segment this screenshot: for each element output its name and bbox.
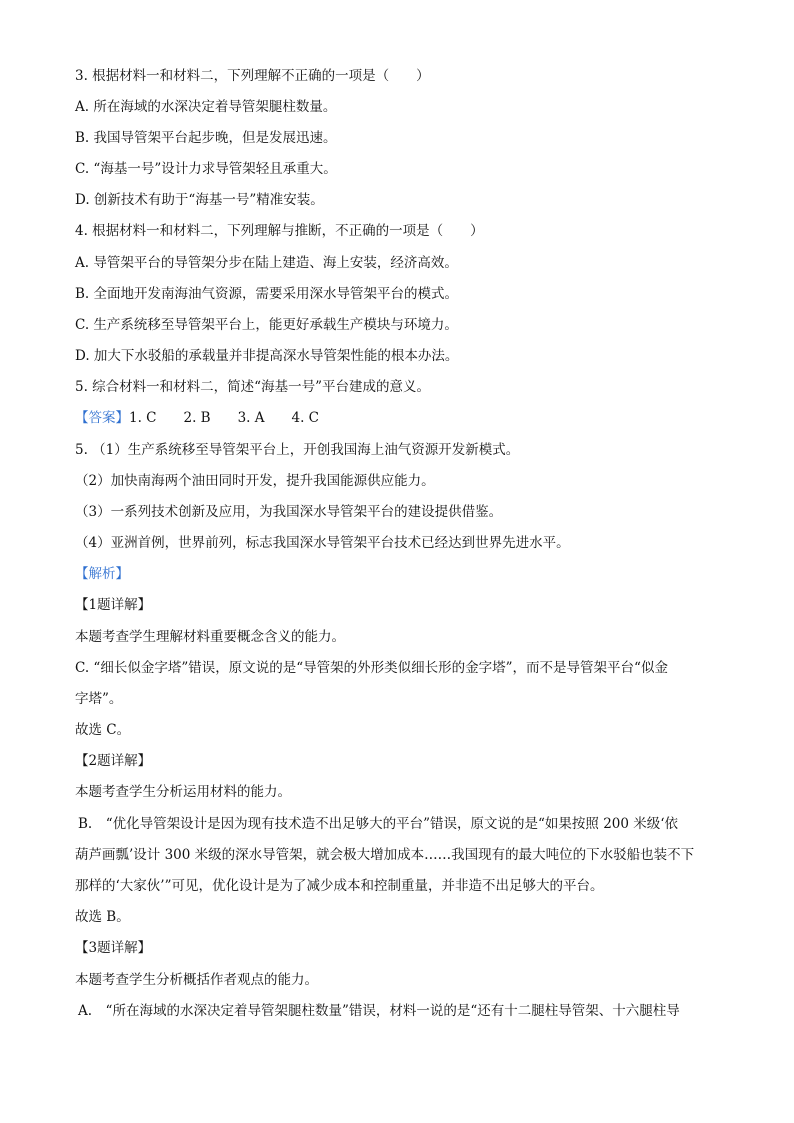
analysis-line: 本题考查学生分析运用材料的能力。 [75, 784, 291, 800]
analysis-line: C. “细长似金字塔”错误，原文说的是“导管架的外形类似细长形的金字塔”，而不是导管架平台“似金 [75, 660, 668, 676]
answer-line: （2）加快南海两个油田同时开发，提升我国能源供应能力。 [75, 473, 435, 489]
analysis-heading: 【2题详解】 [75, 753, 152, 769]
analysis-tag: 【解析】 [75, 566, 129, 582]
analysis-line: 字塔”。 [75, 691, 123, 707]
answer-line: （3）一系列技术创新及应用，为我国深水导管架平台的建设提供借鉴。 [75, 504, 503, 520]
analysis-heading: 【1题详解】 [75, 597, 152, 613]
question-3-option-c: C. “海基一号”设计力求导管架轻且承重大。 [75, 161, 337, 177]
question-4-option-d: D. 加大下水驳船的承载量并非提高深水导管架性能的根本办法。 [75, 348, 459, 364]
answer-choices: 1. C 2. B 3. A 4. C [129, 410, 320, 426]
question-3-stem: 3. 根据材料一和材料二，下列理解不正确的一项是（ ） [75, 68, 430, 84]
answer-tag: 【答案】 [75, 410, 129, 426]
question-3-option-d: D. 创新技术有助于“海基一号”精准安装。 [75, 192, 324, 208]
analysis-line: 故选 B。 [75, 909, 130, 925]
analysis-line: 故选 C。 [75, 722, 131, 738]
analysis-line: 本题考查学生理解材料重要概念含义的能力。 [75, 629, 345, 645]
question-3-option-b: B. 我国导管架平台起步晚，但是发展迅速。 [75, 130, 337, 146]
analysis-heading: 【3题详解】 [75, 940, 152, 956]
answer-row [75, 408, 319, 428]
analysis-line: 葫芦画瓢’设计 300 米级的深水导管架，就会极大增加成本……我国现有的最大吨位的下水驳船也装不下 [75, 847, 695, 863]
question-4-stem: 4. 根据材料一和材料二，下列理解与推断，不正确的一项是（ ） [75, 223, 484, 239]
question-5-stem: 5. 综合材料一和材料二，简述“海基一号”平台建成的意义。 [75, 379, 430, 395]
analysis-line: B. “优化导管架设计是因为现有技术造不出足够大的平台”错误，原文说的是“如果按照 200 米级‘依 [78, 816, 679, 832]
question-4-option-a: A. 导管架平台的导管架分步在陆上建造、海上安装，经济高效。 [75, 255, 458, 271]
answer-line: （4）亚洲首例，世界前列，标志我国深水导管架平台技术已经达到世界先进水平。 [75, 535, 570, 551]
answer-line: 5. （1）生产系统移至导管架平台上，开创我国海上油气资源开发新模式。 [75, 442, 520, 458]
analysis-line: A. “所在海域的水深决定着导管架腿柱数量”错误，材料一说的是“还有十二腿柱导管架、十六腿柱导 [78, 1003, 680, 1019]
question-4-option-c: C. 生产系统移至导管架平台上，能更好承载生产模块与环境力。 [75, 317, 458, 333]
question-4-option-b: B. 全面地开发南海油气资源，需要采用深水导管架平台的模式。 [75, 286, 459, 302]
analysis-line: 那样的‘大家伙’”可见，优化设计是为了减少成本和控制重量，并非造不出足够大的平台。 [75, 878, 604, 894]
analysis-line: 本题考查学生分析概括作者观点的能力。 [75, 972, 318, 988]
question-3-option-a: A. 所在海域的水深决定着导管架腿柱数量。 [75, 99, 337, 115]
